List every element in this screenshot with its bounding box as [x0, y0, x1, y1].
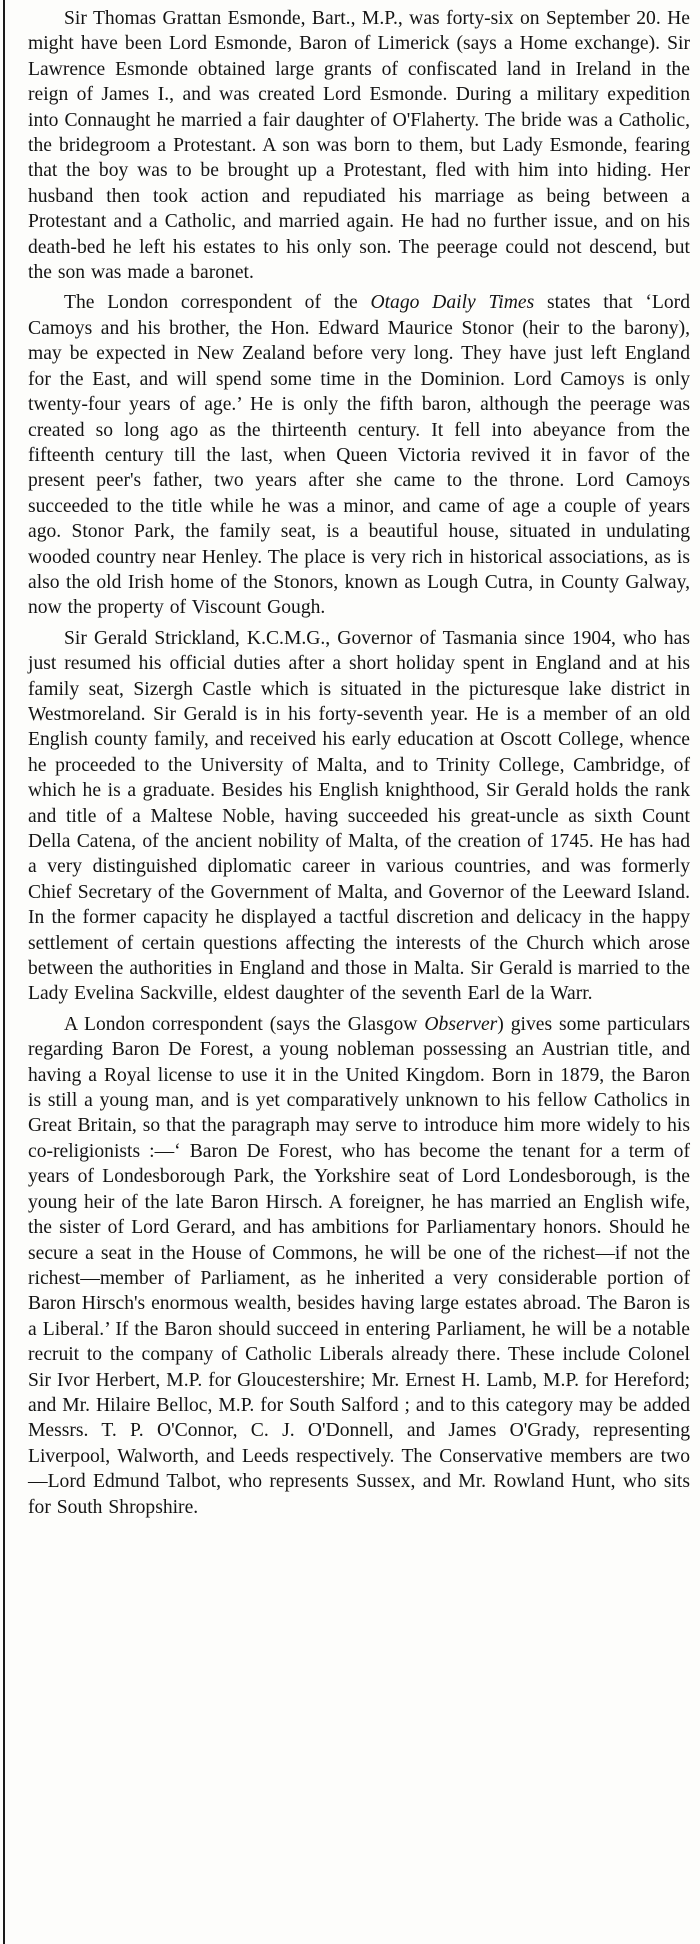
column-rule	[3, 0, 5, 1944]
paragraph-text: Sir Thomas Grattan Esmonde, Bart., M.P., was forty-six on September 20. He might have been Lord Esmonde, Baron of Limerick (says a Home exchange). Sir Lawrence Esmonde obtained large grants of confiscated land in Ireland in the reign of James I., and was created Lord Esmonde. During a military expedition into Connaught he married a fair daughter of O'Flaherty. The bride was a Catholic, the bridegroom a Protestant. A son was born to them, but Lady Esmonde, fearing that the boy was to be brought up a Protestant, fled with him into hiding. Her husband then took action and repudiated his marriage as being between a Protestant and a Catholic, and married again. He had no further issue, and on his death-bed he left his estates to his only son. The peerage could not descend, but the son was made a baronet.	[28, 8, 690, 284]
paragraph-text: The London correspondent of the	[64, 292, 371, 314]
paragraph-text: A London correspondent (says the Glasgow	[64, 1013, 425, 1035]
paragraph-text: states that ‘Lord Camoys and his brother, the Hon. Edward Maurice Stonor (heir to the barony), may be expected in New Zealand before very long. They have just left England for the East, and will spend some time in the Dominion. Lord Camoys is only twenty-four years of age.’ He is only the fifth baron, although the peerage was created so long ago as the thirteenth century. It fell into abeyance from the fifteenth century till the last, when Queen Victoria revived it in favor of the present peer's father, two years after she came to the throne. Lord Camoys succeeded to the title while he was a minor, and came of age a couple of years ago. Stonor Park, the family seat, is a beautiful house, situated in undulating wooded country near Henley. The place is very rich in historical associations, as is also the old Irish home of the Stonors, known as Lough Cutra, in County Galway, now the property of Viscount Gough.	[28, 292, 690, 619]
newspaper-title: Observer	[424, 1013, 498, 1035]
paragraph-camoys	[28, 290, 690, 620]
newspaper-title: Otago Daily Times	[370, 292, 535, 314]
paragraph-de-forest	[28, 1012, 690, 1520]
paragraph-strickland	[28, 626, 690, 1007]
text-column	[28, 6, 690, 1520]
paragraph-esmonde	[28, 6, 690, 285]
paragraph-text: ) gives some particulars regarding Baron De Forest, a young nobleman possessing an Austrian title, and having a Royal license to use it in the United Kingdom. Born in 1879, the Baron is still a young man, and is yet comparatively unknown to his fellow Catholics in Great Britain, so that the paragraph may serve to introduce him more widely to his co-religionists :—‘ Baron De Forest, who has become the tenant for a term of years of Londesborough Park, the Yorkshire seat of Lord Londesborough, is the young heir of the late Baron Hirsch. A foreigner, he has married an English wife, the sister of Lord Gerard, and has ambitions for Parliamentary honors. Should he secure a seat in the House of Commons, he will be one of the richest—if not the richest—member of Parliament, as he inherited a very considerable portion of Baron Hirsch's enormous wealth, besides having large estates abroad. The Baron is a Liberal.’ If the Baron should succeed in entering Parliament, he will be a notable recruit to the company of Catholic Liberals already there. These include Colonel Sir Ivor Herbert, M.P. for Gloucestershire; Mr. Ernest H. Lamb, M.P. for Hereford; and Mr. Hilaire Belloc, M.P. for South Salford ; and to this category may be added Messrs. T. P. O'Connor, C. J. O'Donnell, and James O'Grady, representing Liverpool, Walworth, and Leeds respectively. The Conservative members are two—Lord Edmund Talbot, who represents Sussex, and Mr. Rowland Hunt, who sits for South Shropshire.	[28, 1013, 690, 1518]
paragraph-text: Sir Gerald Strickland, K.C.M.G., Governor of Tasmania since 1904, who has just resumed his official duties after a short holiday spent in England and at his family seat, Sizergh Castle which is situated in the picturesque lake district in Westmoreland. Sir Gerald is in his forty-seventh year. He is a member of an old English county family, and received his early education at Oscott College, whence he proceeded to the University of Malta, and to Trinity College, Cambridge, of which he is a graduate. Besides his English knighthood, Sir Gerald holds the rank and title of a Maltese Noble, having succeeded his great-uncle as sixth Count Della Catena, of the ancient nobility of Malta, of the creation of 1745. He has had a very distinguished diplomatic career in various countries, and was formerly Chief Secretary of the Government of Malta, and Governor of the Leeward Island. In the former capacity he displayed a tactful discretion and delicacy in the happy settlement of certain questions affecting the interests of the Church which arose between the authorities in England and those in Malta. Sir Gerald is married to the Lady Evelina Sackville, eldest daughter of the seventh Earl de la Warr.	[28, 627, 690, 1005]
